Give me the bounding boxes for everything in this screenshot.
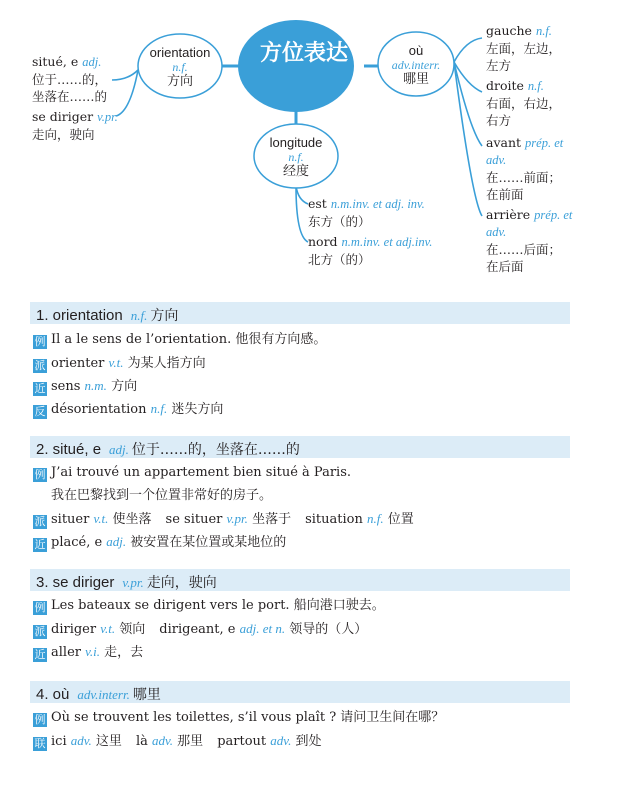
entry-pos: adv.: [151, 733, 174, 748]
section-headword: 2. situé, e: [36, 441, 102, 458]
entry-line: [33, 643, 143, 662]
item-zh: 在前面: [486, 187, 524, 202]
entry-line: [33, 487, 272, 505]
entry-tag-icon: 例: [34, 713, 46, 726]
entry-pos: v.t.: [108, 355, 124, 370]
entry-line: [33, 377, 137, 396]
mindmap-center-title: 方位表达: [259, 41, 348, 66]
entry-pos: v.t.: [93, 511, 109, 526]
item-word: avant: [486, 135, 522, 150]
section-pos: v.pr.: [122, 575, 144, 590]
entry-text: Il a le sens de l’orientation. 他很有方向感。: [51, 332, 327, 347]
entry-text: 为某人指方向: [123, 356, 206, 371]
entry-pos: n.m.: [84, 378, 107, 393]
entry-text: situer: [51, 512, 94, 527]
entry-text: 位置: [383, 512, 414, 527]
item-word: gauche: [486, 23, 532, 38]
entry-line: [33, 464, 351, 482]
entry-tag-icon: 派: [34, 625, 46, 638]
entry-text: sens: [51, 379, 85, 394]
entry-text: dirigeant, e: [159, 622, 240, 637]
item-zh: 在……后面；: [486, 242, 562, 257]
mindmap-right-item: [486, 206, 586, 275]
item-zh: 左面，左边，: [486, 41, 562, 56]
entry-line: [33, 709, 444, 727]
section-headword: 1. orientation: [36, 307, 123, 324]
bubble-pos: n.f.: [288, 150, 304, 164]
bubble-zh: 经度: [282, 164, 309, 179]
section-header-bar: [30, 302, 570, 324]
entry-text: 到处: [291, 734, 322, 749]
entry-text: désorientation: [51, 402, 151, 417]
item-pos: n.f.: [535, 24, 552, 38]
item-pos: prép. et: [534, 208, 573, 222]
bubble-longitude: [256, 135, 336, 180]
entry-text: 走，去: [100, 645, 144, 660]
section-title: [36, 305, 178, 325]
section-header-bar: [30, 681, 570, 703]
mindmap-right-item: [486, 22, 586, 74]
item-zh: 走向，驶向: [32, 127, 95, 142]
item-word: nord: [308, 234, 338, 249]
entry-text: se situer: [165, 512, 227, 527]
entry-tag-icon: 近: [34, 538, 46, 551]
item-zh: 东方（的）: [308, 214, 371, 229]
section-headword: 4. où: [36, 686, 70, 703]
entry-text: aller: [51, 645, 86, 660]
entry-text: 方向: [106, 379, 138, 394]
entry-text: partout: [217, 734, 271, 749]
item-zh: 位于……的，: [32, 72, 108, 87]
entry-text: situation: [305, 512, 367, 527]
bubble-ou: [378, 43, 454, 88]
entry-text: 这里: [91, 734, 122, 749]
item-word: arrière: [486, 207, 531, 222]
entry-pos: adj. et n.: [239, 621, 286, 636]
bubble-word: où: [408, 43, 424, 58]
entry-line: [33, 732, 321, 751]
entry-pos: adj.: [106, 534, 127, 549]
bubble-word: longitude: [269, 135, 323, 150]
entry-pos: v.i.: [85, 644, 101, 659]
bubble-zh: 哪里: [402, 72, 429, 87]
entry-tag-icon: 近: [34, 382, 46, 395]
entry-text: 我在巴黎找到一个位置非常好的房子。: [51, 488, 273, 503]
section-pos: n.f.: [130, 308, 148, 323]
item-pos: adj.: [82, 55, 102, 69]
item-zh: 坐落在……的: [32, 89, 108, 104]
entry-pos: adv.: [70, 733, 92, 748]
entry-line: [33, 331, 326, 349]
entry-line: [33, 400, 223, 419]
bubble-word: orientation: [149, 45, 211, 60]
section-title: [36, 572, 217, 592]
mindmap-right-item: [486, 134, 586, 203]
item-word: se diriger: [32, 109, 94, 124]
entry-text: 那里: [173, 734, 204, 749]
item-pos: prép. et: [525, 136, 564, 150]
entry-text: 领向: [115, 622, 146, 637]
bubble-pos: n.f.: [172, 60, 188, 74]
section-meaning: 位于……的，坐落在……的: [131, 442, 300, 458]
item-pos: v.pr.: [97, 110, 118, 124]
section-meaning: 走向，驶向: [146, 575, 217, 591]
entry-text: orienter: [51, 356, 109, 371]
item-word: situé, e: [32, 54, 79, 69]
mindmap-bottom-item: [308, 195, 458, 230]
entry-line: [33, 533, 286, 552]
section-headword: 3. se diriger: [36, 574, 115, 591]
item-pos: adv.: [486, 153, 507, 167]
entry-tag-icon: 反: [34, 405, 46, 418]
entry-tag-icon: 派: [34, 359, 46, 372]
entry-text: Où se trouvent les toilettes, s’il vous plaît ? 请问卫生间在哪？: [51, 710, 445, 725]
mindmap-left-item: [32, 108, 132, 143]
entry-text: 领导的（人）: [285, 622, 368, 637]
entry-tag-icon: 联: [34, 737, 46, 750]
entry-line: [33, 510, 414, 529]
entry-tag-icon: 例: [34, 601, 46, 614]
section-pos: adv.interr.: [77, 687, 130, 702]
mindmap-left-item: [32, 53, 132, 105]
section-title: [36, 439, 300, 459]
item-pos: n.m.inv. et adj.inv.: [341, 235, 433, 249]
entry-line: [33, 620, 367, 639]
entry-text: placé, e: [51, 535, 107, 550]
item-zh: 右方: [486, 113, 512, 128]
entry-text: ici: [51, 734, 71, 749]
mindmap-right-item: [486, 77, 586, 129]
item-zh: 北方（的）: [308, 252, 371, 267]
entry-tag-icon: 例: [34, 468, 46, 481]
entry-tag-icon: 派: [34, 515, 46, 528]
entry-tag-icon: 例: [34, 335, 46, 348]
item-pos: n.m.inv. et adj. inv.: [330, 197, 425, 211]
bubble-orientation: [140, 45, 220, 90]
bubble-pos: adv.interr.: [391, 58, 441, 72]
entry-text: là: [135, 734, 152, 749]
item-pos: n.f.: [527, 79, 544, 93]
entry-text: 迷失方向: [167, 402, 224, 417]
item-word: droite: [486, 78, 524, 93]
item-zh: 右面，右边，: [486, 96, 562, 111]
section-pos: adj.: [109, 442, 129, 457]
entry-pos: adv.: [270, 733, 292, 748]
entry-line: [33, 597, 385, 615]
section-meaning: 哪里: [132, 687, 161, 703]
section-meaning: 方向: [150, 308, 179, 324]
entry-tag-icon: 近: [34, 648, 46, 661]
entry-pos: n.f.: [150, 401, 168, 416]
entry-pos: n.f.: [366, 511, 384, 526]
item-pos: adv.: [486, 225, 507, 239]
entry-line: [33, 354, 206, 373]
item-zh: 在后面: [486, 259, 524, 274]
bubble-zh: 方向: [166, 74, 193, 89]
entry-text: Les bateaux se dirigent vers le port. 船向港口驶去。: [51, 598, 385, 613]
mindmap-bottom-item: [308, 233, 458, 268]
entry-text: 使坐落: [108, 512, 152, 527]
item-zh: 左方: [486, 58, 512, 73]
item-word: est: [308, 196, 327, 211]
entry-text: J’ai trouvé un appartement bien situé à Paris.: [51, 465, 351, 480]
section-header-bar: [30, 436, 570, 458]
entry-text: diriger: [51, 622, 101, 637]
item-zh: 在……前面；: [486, 170, 562, 185]
entry-text: 坐落于: [247, 512, 292, 527]
entry-text: 被安置在某位置或某地位的: [126, 535, 287, 550]
section-title: [36, 684, 161, 704]
section-header-bar: [30, 569, 570, 591]
entry-pos: v.pr.: [226, 511, 248, 526]
entry-pos: v.t.: [100, 621, 116, 636]
